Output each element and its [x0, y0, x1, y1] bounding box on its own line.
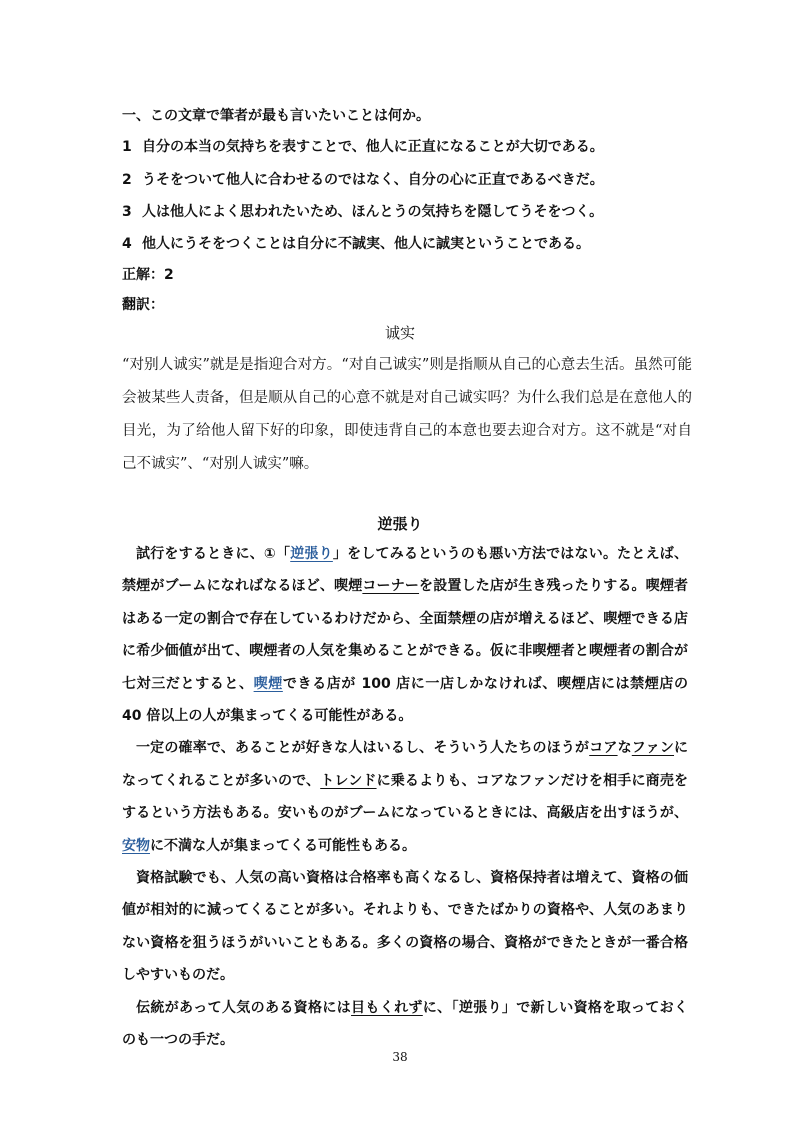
option-text: うそをついて他人に合わせるのではなく、自分の心に正直であるべきだ。 [142, 172, 604, 188]
option-number: 1 [122, 139, 132, 155]
paragraph-2: 一定の確率で、あることが好きな人はいるし、そういう人たちのほうがコアなファンになってくれることが多いので、トレンドに乗るよりも、コアなファンだけを相手に商売をするという方法もある。安いものがブームになっているときには、高級店を出すほうが、安物に不満な人が集まってくる可能性もある。 [122, 740, 689, 854]
answer: 正解：2 [122, 267, 174, 283]
page-number: 38 [392, 1050, 408, 1064]
paragraph-3: 資格試験でも、人気の高い資格は合格率も高くなるし、資格保持者は増えて、資格の価値が相対的に減ってくることが多い。それよりも、できたばかりの資格や、人気のあまりない資格を狙うほうがいいこともある。多くの資格の場合、資格ができたときが一番合格しやすいものだ。 [122, 870, 688, 984]
translation-title: 诚实 [384, 324, 415, 342]
option-text: 自分の本当の気持ちを表すことで、他人に正直になることが大切である。 [142, 139, 604, 155]
term-core: コア [589, 740, 618, 757]
option-4 [122, 233, 590, 253]
translation-label: 翻訳： [122, 297, 164, 313]
term-trend: トレンド [320, 772, 377, 789]
paragraph-1: 試行をするときに、①「逆張り」をしてみるというのも悪い方法ではない。たとえば、禁煙がブームになればなるほど、喫煙コーナーを設置した店が生き残ったりする。喫煙者はある一定の割合で存在しているわけだから、全面禁煙の店が増えるほど、喫煙できる店に希少価値が出て、喫煙者の人気を集めることができる。仮に非喫煙者と喫煙者の割合が七対三だとすると、喫煙できる店が 100 店に一店しかなければ、喫煙店には禁煙店の 40 倍以上の人が集まってくる可能性がある。 [122, 546, 689, 725]
term-link-kitsuen[interactable]: 喫煙 [253, 675, 283, 692]
option-2 [122, 169, 604, 189]
term-fan: ファン [631, 740, 675, 757]
article-body [122, 538, 688, 1057]
option-number: 3 [122, 204, 132, 220]
option-text: 他人にうそをつくことは自分に不誠実、他人に誠実ということである。 [142, 236, 590, 252]
option-3 [122, 201, 603, 221]
option-number: 4 [122, 236, 132, 252]
article-title: 逆張り [377, 515, 423, 533]
translation-body: “对别人诚实”就是是指迎合对方。“对自己诚实”则是指顺从自己的心意去生活。虽然可能会被某些人责备，但是顺从自己的心意不就是对自己诚实吗？为什么我们总是在意他人的目光，为了给他人留下好的印象，即使违背自己的本意也要去迎合对方。这不就是“对自己不诚实”、“对别人诚实”嘛。 [122, 357, 692, 472]
question-stem: 一、この文章で筆者が最も言いたいことは何か。 [122, 108, 430, 124]
term-corner: コーナー [362, 578, 420, 595]
term-memokurezu: 目もくれず [351, 999, 423, 1016]
option-1 [122, 136, 604, 156]
paragraph-4: 伝統があって人気のある資格には目もくれずに、「逆張り」で新しい資格を取っておくのも一つの手だ。 [122, 999, 689, 1049]
option-text: 人は他人によく思われたいため、ほんとうの気持ちを隠してうそをつく。 [142, 204, 604, 220]
option-number: 2 [122, 172, 132, 188]
term-link-yasumono[interactable]: 安物 [122, 837, 150, 854]
term-link-gyakubari[interactable]: 逆張り [290, 546, 333, 562]
